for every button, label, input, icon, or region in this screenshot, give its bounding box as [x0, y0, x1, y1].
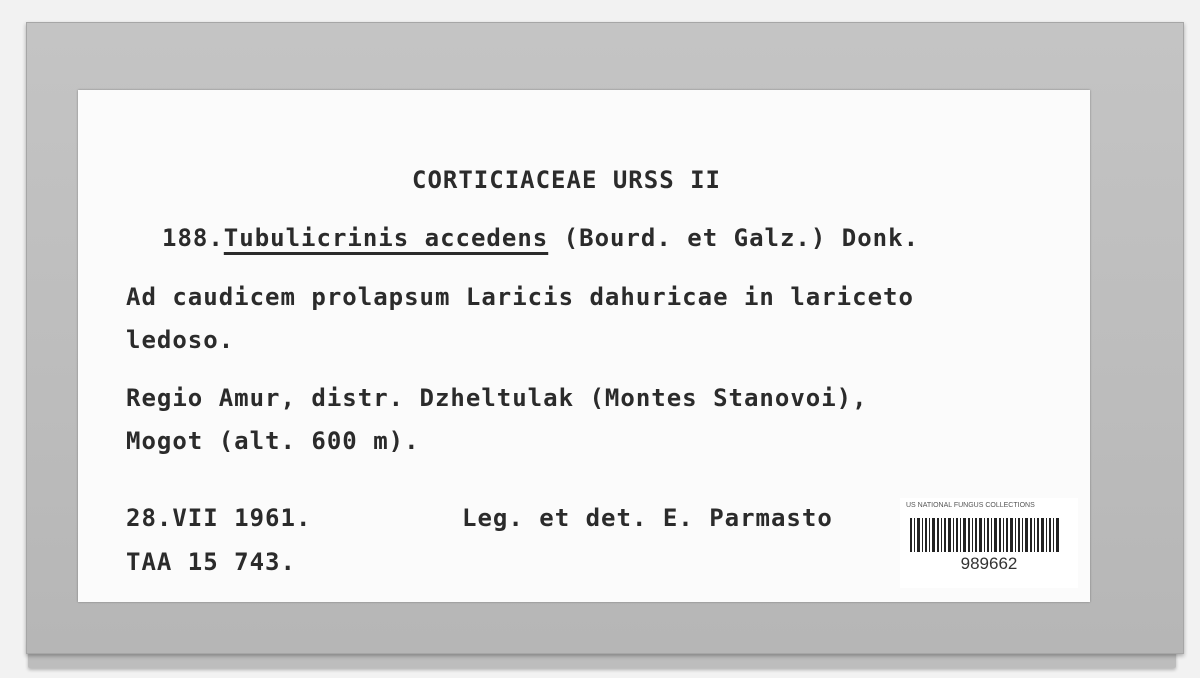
barcode-number: 989662 — [960, 554, 1018, 573]
label-title: CORTICIACEAE URSS II — [412, 166, 721, 194]
locality-line-1: Regio Amur, distr. Dzheltulak (Montes Stanovoi), — [126, 384, 868, 412]
accession-number: TAA 15 743. — [126, 548, 296, 576]
specimen-label — [78, 90, 1090, 602]
collector: Leg. et det. E. Parmasto — [462, 504, 833, 532]
barcode-header: US NATIONAL FUNGUS COLLECTIONS — [906, 502, 1035, 509]
collection-date: 28.VII 1961. — [126, 504, 312, 532]
species-authority: (Bourd. et Galz.) Donk. — [548, 224, 920, 252]
barcode-label — [900, 498, 1078, 588]
habitat-line-1: Ad caudicem prolapsum Laricis dahuricae in lariceto — [126, 283, 914, 311]
locality-line-2: Mogot (alt. 600 m). — [126, 427, 420, 455]
habitat-line-2: ledoso. — [126, 326, 235, 354]
specimen-number: 188. — [162, 224, 224, 252]
barcode-icon — [910, 518, 1060, 552]
species-line — [162, 224, 919, 252]
species-name: Tubulicrinis accedens — [223, 224, 549, 252]
